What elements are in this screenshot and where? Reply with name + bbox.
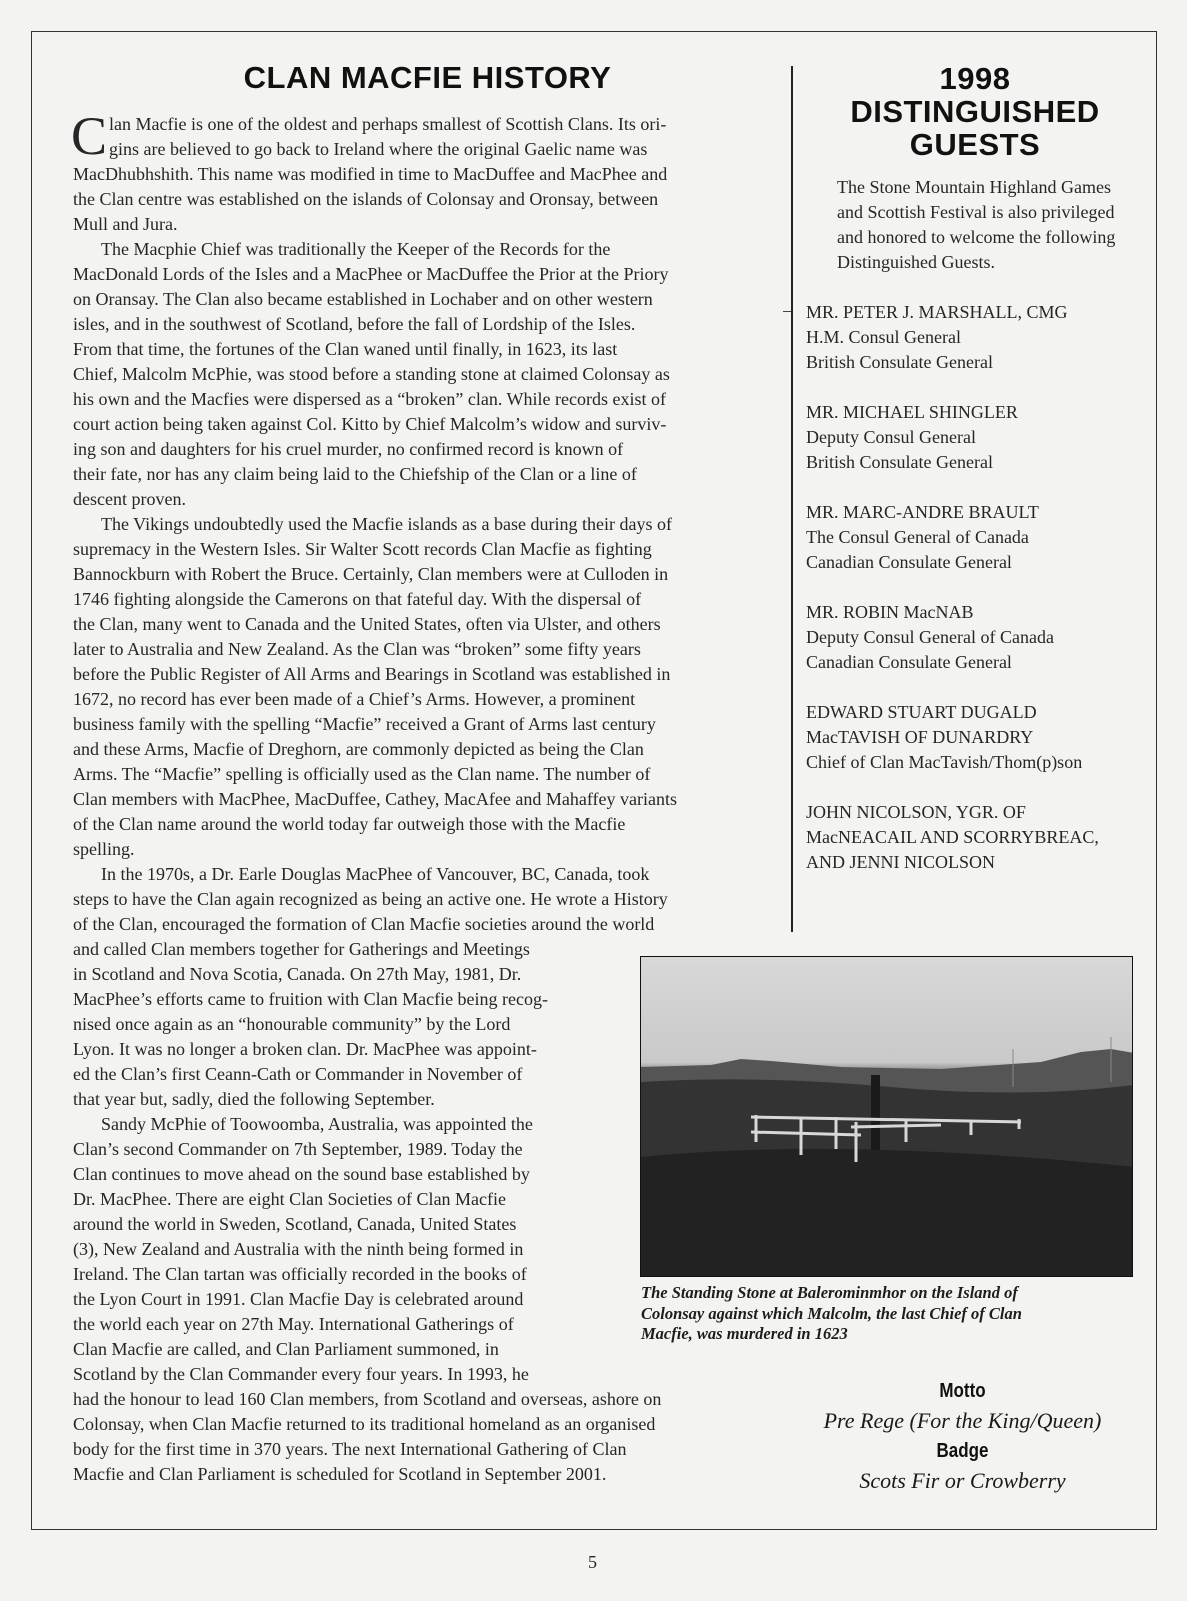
guest-entry [806,300,1115,375]
article-line: steps to have the Clan again recognized as being an active one. He wrote a History [73,889,668,909]
caption-line: Macfie, was murdered in 1623 [641,1324,848,1343]
article-line: the world each year on 27th May. International Gatherings of [73,1314,514,1334]
article-line: descent proven. [73,489,186,509]
guest-entry [806,800,1115,875]
guests-title-line: DISTINGUISHED [850,94,1100,129]
article-line: ing son and daughters for his cruel murder, no confirmed record is known of [73,439,624,459]
standing-stone-photo [640,956,1133,1277]
guest-name: MR. MICHAEL SHINGLER [806,402,1018,422]
guests-title [800,62,1150,161]
article-line: around the world in Sweden, Scotland, Canada, United States [73,1214,517,1234]
article-line: on Oransay. The Clan also became established in Lochaber and on other western [73,289,653,309]
article-line: Arms. The “Macfie” spelling is officially used as the Clan name. The number of [73,764,651,784]
guest-title: The Consul General of Canada [806,527,1029,547]
article-line: and called Clan members together for Gatherings and Meetings [73,939,530,959]
badge-label: Badge [936,1440,989,1462]
guest-title: British Consulate General [806,452,993,472]
photo-caption [641,1283,1022,1345]
guest-title: Canadian Consulate General [806,652,1012,672]
intro-line: and Scottish Festival is also privileged [837,202,1115,222]
article-line: Chief, Malcolm McPhie, was stood before a standing stone at claimed Colonsay as [73,364,670,384]
intro-line: and honored to welcome the following [837,227,1116,247]
article-line: the Lyon Court in 1991. Clan Macfie Day is celebrated around [73,1289,524,1309]
article-line: MacDhubhshith. This name was modified in time to MacDuffee and MacPhee and [73,164,668,184]
guest-entry [806,500,1115,575]
badge-value: Scots Fir or Crowberry [859,1468,1066,1493]
guest-title: MacTAVISH OF DUNARDRY [806,727,1034,747]
article-line: their fate, nor has any claim being laid to the Chiefship of the Clan or a line of [73,464,637,484]
guest-title: AND JENNI NICOLSON [806,852,995,872]
article-line: business family with the spelling “Macfie” received a Grant of Arms last century [73,714,656,734]
article-line: of the Clan, encouraged the formation of Clan Macfie societies around the world [73,914,655,934]
article-line: Lyon. It was no longer a broken clan. Dr. MacPhee was appoint- [73,1039,537,1059]
article-line: later to Australia and New Zealand. As the Clan was “broken” some fifty years [73,639,641,659]
article-line: The Vikings undoubtedly used the Macfie islands as a base during their days of [101,514,672,534]
guest-name: JOHN NICOLSON, YGR. OF [806,802,1026,822]
guests-list [806,175,1115,900]
article-line: the Clan, many went to Canada and the United States, often via Ulster, and others [73,614,661,634]
article-line: MacPhee’s efforts came to fruition with Clan Macfie being recog- [73,989,549,1009]
guest-entry [806,700,1115,775]
article-line: In the 1970s, a Dr. Earle Douglas MacPhee of Vancouver, BC, Canada, took [101,864,650,884]
guest-entry [806,400,1115,475]
article-line: Bannockburn with Robert the Bruce. Certainly, Clan members were at Culloden in [73,564,669,584]
motto-label: Motto [939,1380,986,1402]
article-line: From that time, the fortunes of the Clan waned until finally, in 1623, its last [73,339,618,359]
guest-entry [806,600,1115,675]
guest-name: MR. ROBIN MacNAB [806,602,974,622]
article-line: his own and the Macfies were dispersed as a “broken” clan. While records exist of [73,389,666,409]
article-line: Colonsay, when Clan Macfie returned to its traditional homeland as an organised [73,1414,656,1434]
article-line: Scotland by the Clan Commander every four years. In 1993, he [73,1364,529,1384]
landscape-image [641,957,1133,1277]
article-line: in Scotland and Nova Scotia, Canada. On 27th May, 1981, Dr. [73,964,522,984]
article-line: and these Arms, Macfie of Dreghorn, are commonly depicted as being the Clan [73,739,644,759]
drop-cap: C [71,106,108,166]
article-line: Sandy McPhie of Toowoomba, Australia, was appointed the [101,1114,533,1134]
guest-title: H.M. Consul General [806,327,961,347]
guest-title: Canadian Consulate General [806,552,1012,572]
guest-title: MacNEACAIL AND SCORRYBREAC, [806,827,1099,847]
article-line: Dr. MacPhee. There are eight Clan Societies of Clan Macfie [73,1189,507,1209]
article-line: Ireland. The Clan tartan was officially recorded in the books of [73,1264,527,1284]
guest-name: EDWARD STUART DUGALD [806,702,1037,722]
article-body [71,106,677,1487]
motto-value: Pre Rege (For the King/Queen) [823,1408,1102,1433]
article-title: CLAN MACFIE HISTORY [243,60,612,95]
article-line: spelling. [73,839,135,859]
article-line: lan Macfie is one of the oldest and perhaps smallest of Scottish Clans. Its ori- [109,114,667,134]
intro-line: Distinguished Guests. [837,252,996,272]
article-line: of the Clan name around the world today far outweigh those with the Macfie [73,814,626,834]
article-line: Clan continues to move ahead on the sound base established by [73,1164,530,1184]
caption-line: The Standing Stone at Balerominmhor on the Island of [641,1283,1018,1302]
article-line: before the Public Register of All Arms and Bearings in Scotland was established in [73,664,671,684]
article-line: Clan’s second Commander on 7th September, 1989. Today the [73,1139,523,1159]
article-line: 1672, no record has ever been made of a Chief’s Arms. However, a prominent [73,689,636,709]
article-line: Clan members with MacPhee, MacDuffee, Cathey, MacAfee and Mahaffey variants [73,789,677,809]
guest-name: MR. PETER J. MARSHALL, CMG [806,302,1068,322]
article-line: supremacy in the Western Isles. Sir Walter Scott records Clan Macfie as fighting [73,539,652,559]
article-line: (3), New Zealand and Australia with the ninth being formed in [73,1239,524,1259]
article-line: court action being taken against Col. Kitto by Chief Malcolm’s widow and surviv- [73,414,667,434]
caption-line: Colonsay against which Malcolm, the last Chief of Clan [641,1303,1022,1323]
article-line: Macfie and Clan Parliament is scheduled for Scotland in September 2001. [73,1464,607,1484]
article-line: Mull and Jura. [73,214,178,234]
guest-title: Chief of Clan MacTavish/Thom(p)son [806,752,1083,772]
intro-line: The Stone Mountain Highland Games [837,177,1111,197]
guest-title: Deputy Consul General [806,427,976,447]
article-line: had the honour to lead 160 Clan members, from Scotland and overseas, ashore on [73,1389,662,1409]
guest-title: Deputy Consul General of Canada [806,627,1054,647]
article-line: that year but, sadly, died the following September. [73,1089,435,1109]
article-line: MacDonald Lords of the Isles and a MacPhee or MacDuffee the Prior at the Priory [73,264,669,284]
article-line: nised once again as an “honourable community” by the Lord [73,1014,511,1034]
motto-badge-box [790,1378,1135,1498]
article-line: 1746 fighting alongside the Camerons on that fateful day. With the dispersal of [73,589,642,609]
article-line: gins are believed to go back to Ireland where the original Gaelic name was [109,139,648,159]
article-line: Clan Macfie are called, and Clan Parliament summoned, in [73,1339,499,1359]
guest-title: British Consulate General [806,352,993,372]
divider-tick [783,311,791,312]
guests-intro [806,175,1115,275]
article-line: body for the first time in 370 years. The next International Gathering of Clan [73,1439,627,1459]
article-line: isles, and in the southwest of Scotland, before the fall of Lordship of the Isles. [73,314,636,334]
column-divider [791,66,793,932]
page-number: 5 [588,1552,597,1572]
article-line: the Clan centre was established on the islands of Colonsay and Oronsay, between [73,189,659,209]
guest-name: MR. MARC-ANDRE BRAULT [806,502,1039,522]
article-line: The Macphie Chief was traditionally the Keeper of the Records for the [101,239,611,259]
guests-title-line: GUESTS [909,127,1041,162]
guests-title-line: 1998 [939,61,1011,96]
article-line: ed the Clan’s first Ceann-Cath or Commander in November of [73,1064,523,1084]
